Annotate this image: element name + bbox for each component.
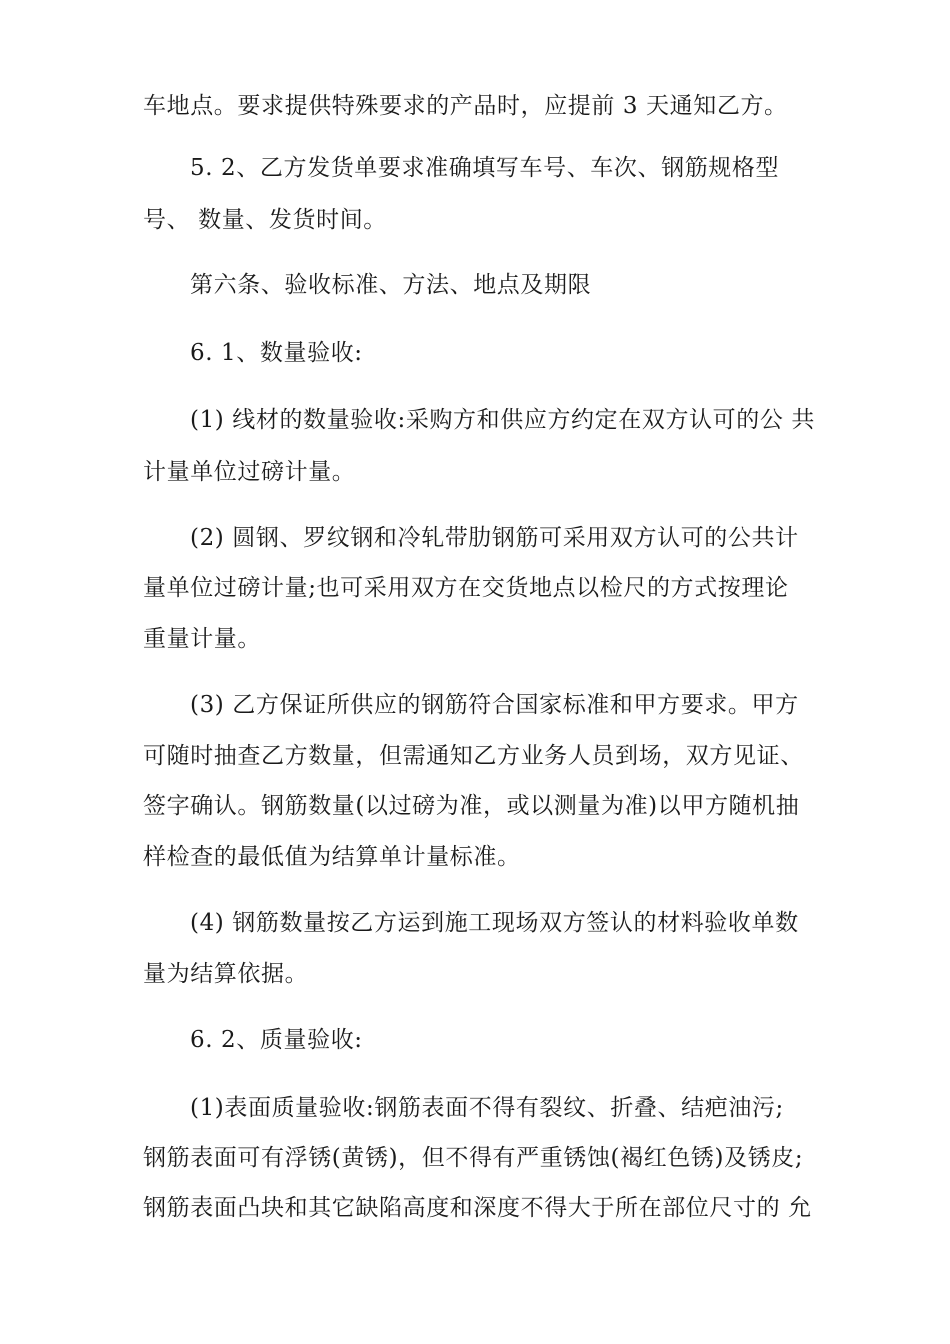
quality-item-1-line: (1)表面质量验收:钢筋表面不得有裂纹、折叠、结疤油污; xyxy=(190,1095,784,1121)
article-6-heading: 第六条、验收标准、方法、地点及期限 xyxy=(190,272,592,298)
text-line: 样检查的最低值为结算单计量标准。 xyxy=(143,844,521,870)
text-line: 量为结算依据。 xyxy=(143,961,309,987)
clause-5-2-line: 5. 2、乙方发货单要求准确填写车号、车次、钢筋规格型 xyxy=(190,155,780,181)
text-line: 钢筋表面可有浮锈(黄锈)，但不得有严重锈蚀(褐红色锈)及锈皮; xyxy=(143,1145,804,1171)
text-line: 可随时抽查乙方数量，但需通知乙方业务人员到场，双方见证、 xyxy=(143,743,804,769)
text-line: 重量计量。 xyxy=(143,626,261,652)
text-line: 号、 数量、发货时间。 xyxy=(143,207,387,233)
item-2-line: (2) 圆钢、罗纹钢和冷轧带肋钢筋可采用双方认可的公共计 xyxy=(190,525,799,551)
item-3-line: (3) 乙方保证所供应的钢筋符合国家标准和甲方要求。甲方 xyxy=(190,692,799,718)
text-line: 量单位过磅计量;也可采用双方在交货地点以检尺的方式按理论 xyxy=(143,575,789,601)
text-line: 签字确认。钢筋数量(以过磅为准，或以测量为准)以甲方随机抽 xyxy=(143,793,800,819)
text-line: 钢筋表面凸块和其它缺陷高度和深度不得大于所在部位尺寸的 允 xyxy=(143,1195,812,1221)
text-line: 计量单位过磅计量。 xyxy=(143,459,356,485)
clause-6-1-heading: 6. 1、数量验收: xyxy=(190,340,363,366)
clause-6-2-heading: 6. 2、质量验收: xyxy=(190,1027,363,1053)
text-line: 车地点。要求提供特殊要求的产品时，应提前 3 天通知乙方。 xyxy=(143,93,788,119)
item-4-line: (4) 钢筋数量按乙方运到施工现场双方签认的材料验收单数 xyxy=(190,910,799,936)
item-1-line: (1) 线材的数量验收:采购方和供应方约定在双方认可的公 共 xyxy=(190,407,815,433)
